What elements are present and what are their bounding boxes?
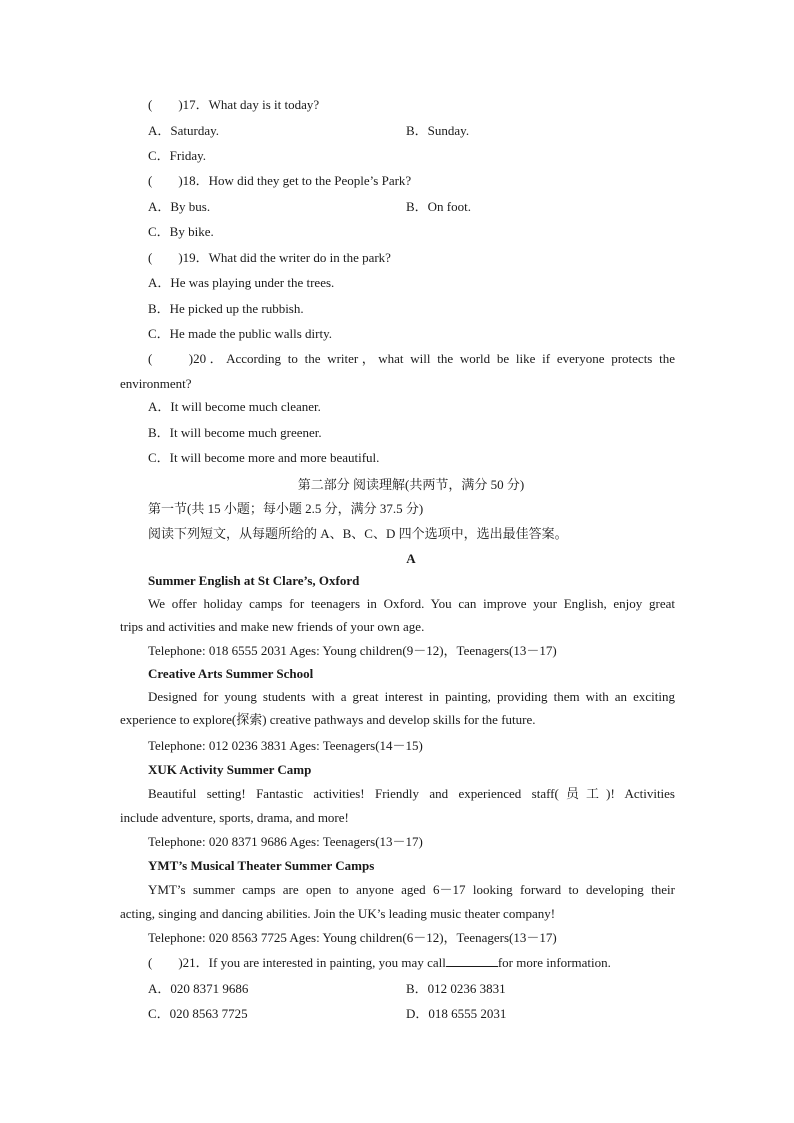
question-20-stem-continued: environment? bbox=[120, 376, 192, 391]
question-19-option-a: A．He was playing under the trees. bbox=[148, 275, 335, 290]
ad-title: YMT’s Musical Theater Summer Camps bbox=[148, 858, 375, 873]
question-18-option-c: C．By bike. bbox=[148, 224, 214, 239]
question-20-option-c: C．It will become more and more beautiful. bbox=[148, 450, 380, 465]
answer-blank bbox=[446, 955, 498, 967]
ad-body: YMT’s summer camps are open to anyone aged 6－17 looking forward to developing their bbox=[148, 882, 675, 897]
question-21-option-b: B．012 0236 3831 bbox=[406, 981, 506, 996]
question-21-stem-text: ( )21．If you are interested in painting, you may call bbox=[148, 955, 446, 970]
question-17-option-c: C．Friday. bbox=[148, 148, 207, 163]
passage-label: A bbox=[406, 551, 416, 566]
question-19-option-b: B．He picked up the rubbish. bbox=[148, 301, 304, 316]
question-21-option-a: A．020 8371 9686 bbox=[148, 981, 249, 996]
ad-body: Beautiful setting! Fantastic activities! Friendly and experienced staff(员工)! Activities bbox=[148, 786, 675, 801]
ad-body-continued: include adventure, sports, drama, and more! bbox=[120, 810, 349, 825]
question-21-stem-tail: for more information. bbox=[497, 955, 611, 970]
ad-contact: Telephone: 018 6555 2031 Ages: Young children(9－12)，Teenagers(13－17) bbox=[148, 643, 557, 658]
ad-body: We offer holiday camps for teenagers in Oxford. You can improve your English, enjoy great bbox=[148, 596, 675, 611]
question-17-option-a: A．Saturday. bbox=[148, 123, 220, 138]
question-20-option-b: B．It will become much greener. bbox=[148, 425, 322, 440]
question-21-option-d: D．018 6555 2031 bbox=[406, 1006, 507, 1021]
question-19-stem: ( )19．What did the writer do in the park? bbox=[148, 250, 391, 265]
question-21-option-c: C．020 8563 7725 bbox=[148, 1006, 248, 1021]
question-18-stem: ( )18．How did they get to the People’s Park? bbox=[148, 173, 412, 188]
ad-contact: Telephone: 020 8371 9686 Ages: Teenagers(13－17) bbox=[148, 834, 423, 849]
question-18-option-b: B．On foot. bbox=[406, 199, 472, 214]
ad-body-continued: experience to explore(探索) creative pathways and develop skills for the future. bbox=[120, 712, 536, 727]
ad-title: Summer English at St Clare’s, Oxford bbox=[148, 573, 360, 588]
question-18-option-a: A．By bus. bbox=[148, 199, 211, 214]
question-20-stem: ( )20．According to the writer，what will the world be like if everyone protects the bbox=[148, 351, 675, 366]
reading-instruction: 阅读下列短文，从每题所给的 A、B、C、D 四个选项中，选出最佳答案。 bbox=[148, 526, 568, 541]
ad-contact: Telephone: 012 0236 3831 Ages: Teenagers(14－15) bbox=[148, 738, 423, 753]
question-20-option-a: A．It will become much cleaner. bbox=[148, 399, 321, 414]
question-17-option-b: B．Sunday. bbox=[406, 123, 470, 138]
ad-title: XUK Activity Summer Camp bbox=[148, 762, 312, 777]
question-21-stem bbox=[148, 955, 611, 971]
ad-body-continued: trips and activities and make new friends of your own age. bbox=[120, 619, 425, 634]
question-17-stem: ( )17．What day is it today? bbox=[148, 97, 320, 112]
ad-body: Designed for young students with a great interest in painting, providing them with an exciting bbox=[148, 689, 675, 704]
part-two-title: 第二部分 阅读理解(共两节，满分 50 分) bbox=[297, 477, 525, 492]
question-19-option-c: C．He made the public walls dirty. bbox=[148, 326, 333, 341]
ad-title: Creative Arts Summer School bbox=[148, 666, 314, 681]
section-one-heading: 第一节(共 15 小题；每小题 2.5 分，满分 37.5 分) bbox=[148, 501, 424, 516]
ad-contact: Telephone: 020 8563 7725 Ages: Young children(6－12)，Teenagers(13－17) bbox=[148, 930, 557, 945]
ad-body-continued: acting, singing and dancing abilities. Join the UK’s leading music theater company! bbox=[120, 906, 556, 921]
